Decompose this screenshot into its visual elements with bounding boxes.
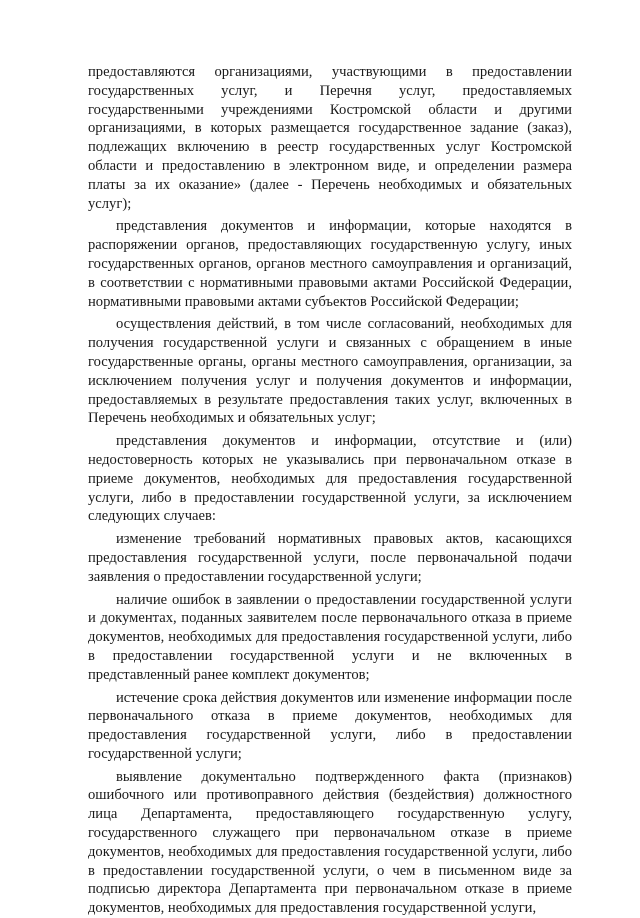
- paragraph-2: представления документов и информации, которые находятся в распоряжении органов, предоставляющих государственную услугу, иных государственных органов, органов местного самоуправления и организаций, в соответствии с нормативными правовыми актами Российской Федерации, нормативными правовыми актами субъектов Российской Федерации;: [88, 218, 572, 310]
- paragraph-6: наличие ошибок в заявлении о предоставлении государственной услуги и документах, поданных заявителем после первоначального отказа в приеме документов, необходимых для предоставления государственной услуги, либо в предоставлении государственной услуги и не включенных в представленный ранее комплект документов;: [88, 591, 572, 683]
- paragraph-3: осуществления действий, в том числе согласований, необходимых для получения государственной услуги и связанных с обращением в иные государственные органы, органы местного самоуправления, организации, за исключением получения услуг и получения документов и информации, предоставляемых в результате предоставления таких услуг, включенных в Перечень необходимых и обязательных услуг;: [88, 316, 572, 427]
- paragraph-5: изменение требований нормативных правовых актов, касающихся предоставления государственной услуги, после первоначальной подачи заявления о предоставлении государственной услуги;: [88, 531, 572, 585]
- paragraph-7: истечение срока действия документов или изменение информации после первоначального отказа в приеме документов, необходимых для предоставления государственной услуги, либо в предоставлении государственной услуги;: [88, 689, 572, 762]
- paragraph-4: представления документов и информации, отсутствие и (или) недостоверность которых не указывались при первоначальном отказе в приеме документов, необходимых для предоставления государственной услуги, либо в предоставлении государственной услуги, за исключением следующих случаев:: [88, 433, 572, 525]
- paragraph-8: выявление документально подтвержденного факта (признаков) ошибочного или противоправного действия (бездействия) должностного лица Департамента, предоставляющего государственную услугу, государственного служащего при первоначальном отказе в приеме документов, необходимых для предоставления государственной услуги, либо в предоставлении государственной услуги, о чем в письменном виде за подписью директора Департамента при первоначальном отказе в приеме документов, необходимых для предоставления государственной услуги,: [88, 768, 572, 917]
- paragraph-1: предоставляются организациями, участвующими в предоставлении государственных услуг, и Перечня услуг, предоставляемых государственными учреждениями Костромской области и другими организациями, в которых размещается государственное задание (заказ), подлежащих включению в реестр государственных услуг Костромской области и предоставлению в электронном виде, и определении размера платы за их оказание» (далее - Перечень необходимых и обязательных услуг);: [88, 64, 572, 212]
- document-body: [88, 63, 572, 918]
